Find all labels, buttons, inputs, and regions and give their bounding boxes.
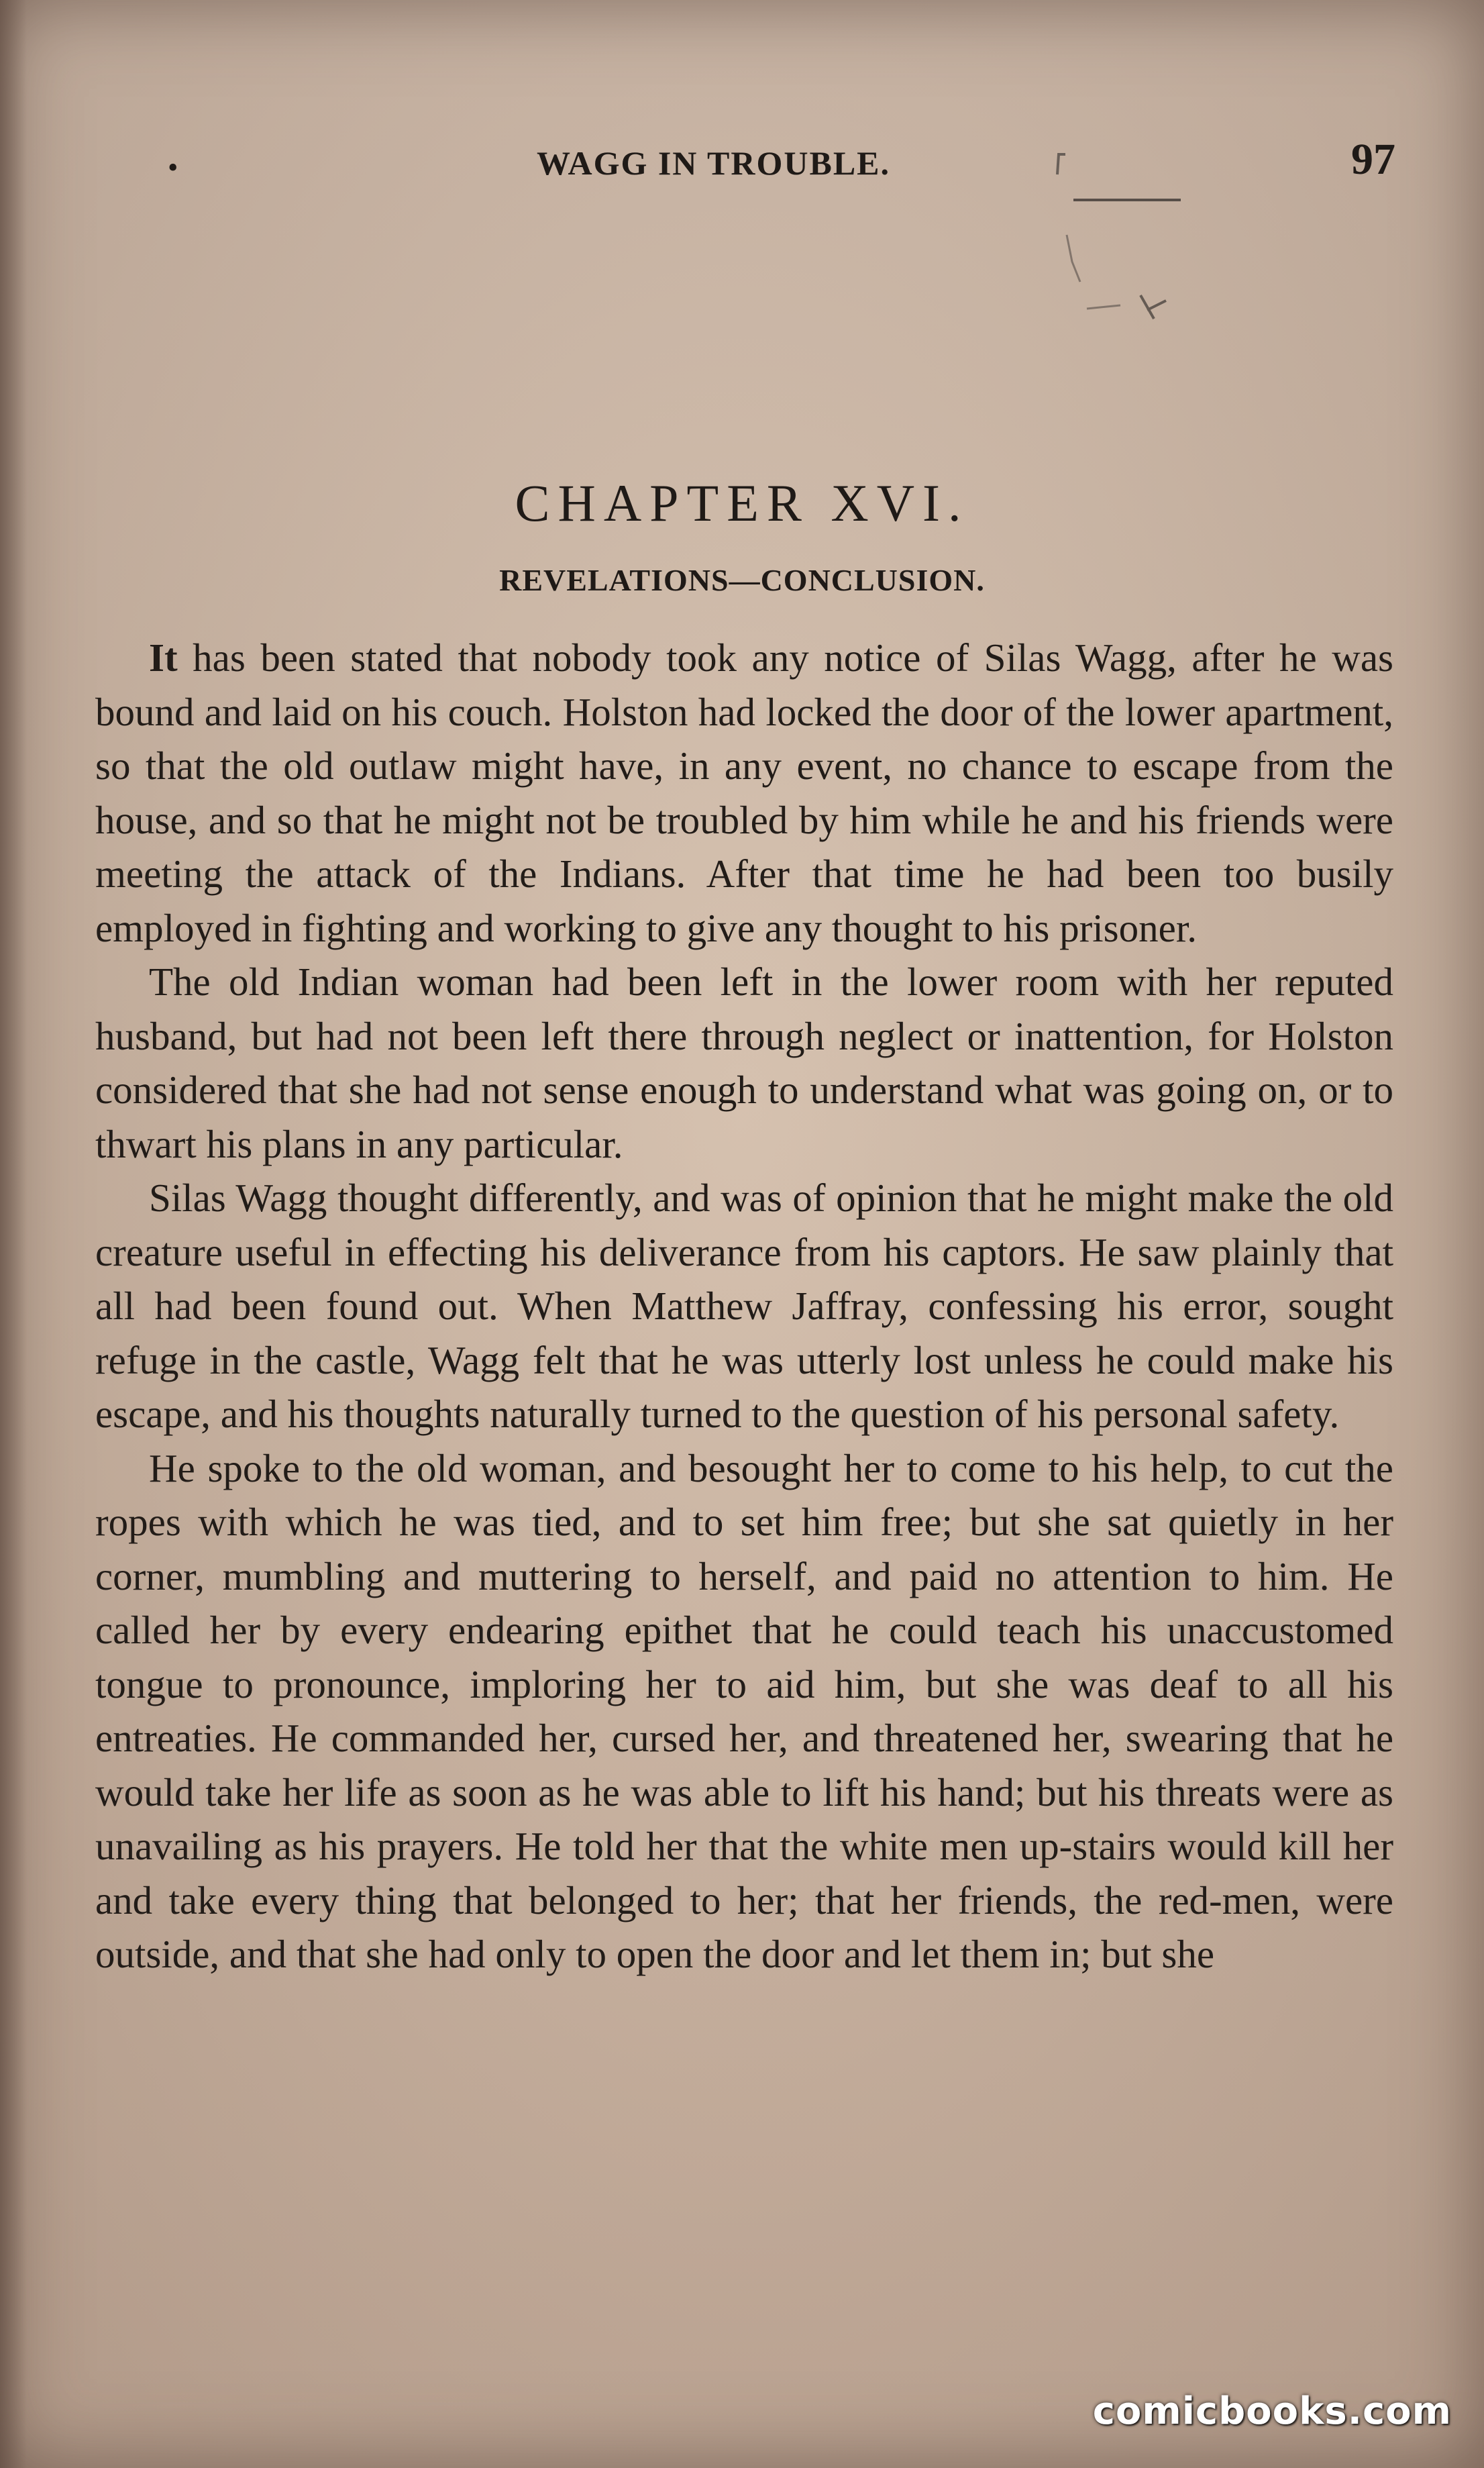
paragraph-3: Silas Wagg thought differently, and was of opinion that he might make the old creature useful in effecting his deliverance from his captors. He saw plainly that all had been found out. When Matthew Jaffray, confessing his error, sought refuge in the castle, Wagg felt that he was utterly lost unless he could make his escape, and his thoughts naturally turned to the question of his personal safety. — [95, 1176, 1393, 1436]
paragraph-2: The old Indian woman had been left in the lower room with her reputed husband, but had not been left there through neglect or inattention, for Holston considered that she had not sense enough to understand what was going on, or to thwart his plans in any particular. — [95, 960, 1393, 1166]
paragraph-4: He spoke to the old woman, and besought her to come to his help, to cut the ropes with which he was tied, and to set him free; but she sat quietly in her corner, mumbling and muttering to herself, and paid no attention to him. He called her by every endearing epithet that he could teach his unaccustomed tongue to pronounce, imploring her to aid him, but she was deaf to all his entreaties. He commanded her, cursed her, and threatened her, swearing that he would take her life as soon as he was able to lift his hand; but his threats were as unavailing as his prayers. He told her that the white men up-stairs would kill her and take every thing that belonged to her; that her friends, the red-men, were outside, and that she had only to open the door and let them in; but she — [95, 1445, 1393, 1976]
chapter-body — [95, 631, 1393, 1982]
paragraph-1-text: has been stated that nobody took any notice of Silas Wagg, after he was bound and laid on his couch. Holston had locked the door of the lower apartment, so that the old outlaw might have, in any event, no chance to escape from the house, and so that he might not be troubled by him while he and his friends were meeting the attack of the Indians. After that time he had been too busily employed in fighting and working to give any thought to his prisoner. — [95, 635, 1393, 950]
page-number: 97 — [1351, 135, 1395, 184]
chapter-subtitle: REVELATIONS—CONCLUSION. — [499, 563, 985, 597]
paragraph-1 — [95, 631, 1393, 955]
chapter-title: CHAPTER XVI. — [515, 474, 969, 532]
header-bullet: • — [168, 151, 178, 184]
site-watermark: comicbooks.com — [1092, 2389, 1452, 2433]
header-title: WAGG IN TROUBLE. — [537, 144, 891, 182]
page-binding-edge — [0, 0, 27, 2468]
pencil-marks — [1047, 134, 1248, 349]
paragraph-1-first-word: It — [149, 635, 178, 680]
